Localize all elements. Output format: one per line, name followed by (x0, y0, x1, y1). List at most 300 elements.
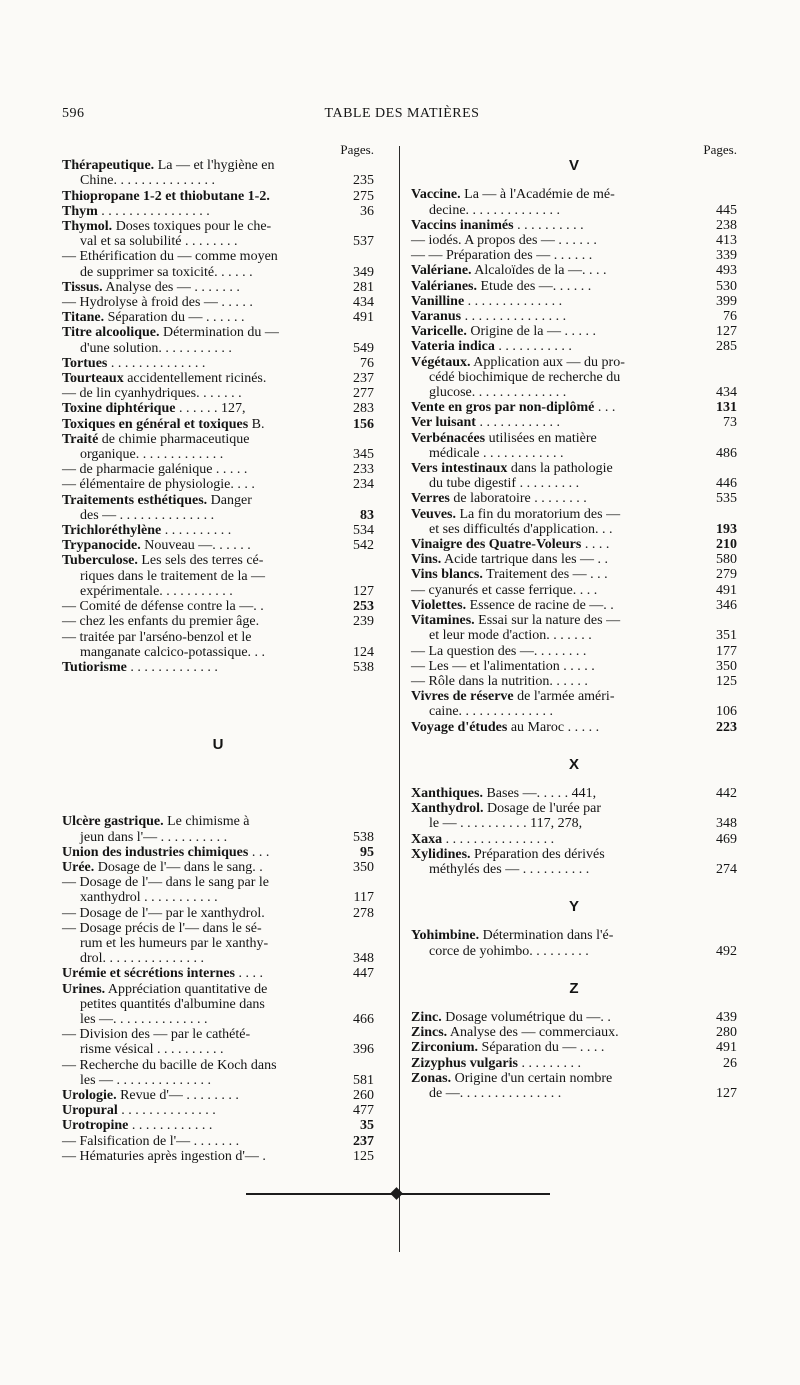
entry-term: Tissus. (62, 279, 103, 295)
index-entry (62, 1058, 374, 1088)
index-entry (62, 906, 374, 921)
column-divider (399, 146, 400, 1252)
entry-text: Analyse des — commerciaux. (449, 1025, 619, 1041)
page-reference: 253 (353, 599, 374, 615)
entry-term: Ver luisant (411, 415, 476, 431)
entry-term: Thiopropane 1-2 et thiobutane 1-2. (62, 188, 270, 204)
page-reference: 127 (353, 583, 374, 599)
entry-text: Dosage de l'— dans le sang. . (97, 859, 263, 875)
entry-term: Tortues (62, 355, 108, 371)
entry-text: Doses toxiques pour le che- (115, 219, 272, 235)
page-reference: 234 (353, 477, 374, 493)
entry-text: Analyse des — . . . . . . . (105, 279, 240, 295)
index-entry (411, 218, 737, 233)
page-reference: 530 (716, 278, 737, 294)
index-entry (411, 233, 737, 248)
entry-term: Trichloréthylène (62, 523, 162, 539)
entry-term: Vaccins inanimés (411, 217, 514, 233)
entry-term: Union des industries chimiques (62, 844, 249, 860)
section-letter-z: Z (569, 979, 579, 997)
entry-text: — Dosage de l'— par le xanthydrol. (62, 905, 265, 921)
entry-text: — iodés. A propos des — . . . . . . (411, 233, 597, 249)
entry-term: Verres (411, 491, 450, 507)
entry-term: Valériane. (411, 263, 472, 279)
entry-text: . . . . (238, 966, 263, 982)
index-entry (62, 386, 374, 401)
entry-text: . . . . . . . . . . . . (131, 1118, 213, 1134)
entry-text: Danger (210, 492, 252, 508)
entry-text: les —. . . . . . . . . . . . . . (80, 1011, 208, 1027)
entry-text: — Dosage de l'— dans le sang par le (62, 875, 270, 891)
entry-term: Tourteaux (62, 371, 124, 387)
entry-term: Vins. (411, 552, 442, 568)
page-reference: 538 (353, 659, 374, 675)
page-reference: 580 (716, 552, 737, 568)
page-header (62, 106, 742, 128)
page-reference: 127 (716, 324, 737, 340)
index-entry (62, 1103, 374, 1118)
entry-text: risme vésical . . . . . . . . . . (80, 1042, 224, 1058)
page-reference: 396 (353, 1042, 374, 1058)
entry-term: Thym (62, 203, 98, 219)
entry-text: Etude des —. . . . . . (480, 278, 592, 294)
page-number: 596 (62, 106, 85, 121)
entry-text: . . . . . . . . . . . . . . (467, 293, 563, 309)
page-reference: 235 (353, 173, 374, 189)
entry-term: Trypanocide. (62, 538, 141, 554)
entry-text: — Les — et l'alimentation . . . . . (411, 658, 595, 674)
index-column-left (62, 142, 374, 1164)
page-reference: 274 (716, 861, 737, 877)
entry-term: Xylidines. (411, 846, 471, 862)
entry-term: Titre alcoolique. (62, 325, 160, 341)
index-entry (62, 493, 374, 523)
page-reference: 466 (353, 1011, 374, 1027)
entry-text: de supprimer sa toxicité. . . . . . (80, 264, 253, 280)
page-reference: 26 (723, 1055, 737, 1071)
entry-text: . . . . . . . . . . . . . . . . (445, 831, 555, 847)
page-reference: 36 (360, 203, 374, 219)
page-reference: 210 (716, 537, 737, 553)
page-reference: 350 (353, 859, 374, 875)
entry-text: Bases —. . . . . 441, (486, 785, 597, 801)
entry-text: — Ethérification du — comme moyen (62, 249, 278, 265)
entry-text: — Rôle dans la nutrition. . . . . . (411, 673, 588, 689)
entry-text: des — . . . . . . . . . . . . . . (80, 507, 215, 523)
entry-text: . . . . . . . . . . (517, 217, 584, 233)
entry-term: Varicelle. (411, 324, 467, 340)
entry-term: Vivres de réserve (411, 689, 514, 705)
index-entry (411, 613, 737, 643)
index-entry (411, 598, 737, 613)
index-entry (62, 1027, 374, 1057)
entry-term: Verbénacées (411, 430, 486, 446)
index-entry (62, 417, 374, 432)
section-letter-u: U (212, 736, 224, 754)
page-reference: 534 (353, 523, 374, 539)
entry-text: utilisées en matière (488, 430, 597, 446)
page-reference: 535 (716, 491, 737, 507)
entry-text: . . . . . . . . . . . (498, 339, 572, 355)
entry-text: . . . . . . . . . (521, 1055, 581, 1071)
entry-text: Application aux — du pro- (473, 354, 625, 370)
index-entry (411, 720, 737, 735)
index-entry (62, 630, 374, 660)
entries-z (411, 1010, 737, 1101)
entry-text: La — à l'Académie de mé- (464, 187, 615, 203)
index-entry (62, 845, 374, 860)
entry-term: Thymol. (62, 219, 113, 235)
page-reference: 348 (353, 951, 374, 967)
entry-term: Vente en gros par non-diplômé (411, 400, 595, 416)
index-entry (411, 279, 737, 294)
index-entry (62, 204, 374, 219)
page-reference: 280 (716, 1025, 737, 1041)
page-reference: 346 (716, 597, 737, 613)
entry-text: Préparation des dérivés (474, 846, 605, 862)
page-reference: 285 (716, 339, 737, 355)
entry-text: val et sa solubilité . . . . . . . . (80, 234, 238, 250)
page-reference: 413 (716, 233, 737, 249)
entry-term: Toxiques en général et toxiques (62, 416, 249, 432)
entry-text: — Falsification de l'— . . . . . . . (62, 1133, 240, 1149)
entry-term: Zincs. (411, 1025, 448, 1041)
page-reference: 350 (716, 658, 737, 674)
entry-text: de chimie pharmaceutique (101, 431, 250, 447)
entry-text: Dosage de l'urée par (486, 801, 602, 817)
entry-text: rum et les humeurs par le xanthy- (80, 935, 269, 951)
page-reference: 95 (360, 844, 374, 860)
index-entry (411, 309, 737, 324)
page-reference: 442 (716, 785, 737, 801)
page-reference: 283 (353, 401, 374, 417)
entry-text: jeun dans l'— . . . . . . . . . . (80, 829, 228, 845)
page-reference: 76 (723, 309, 737, 325)
entry-text: — Dosage précis de l'— dans le sé- (62, 920, 262, 936)
entry-term: Xanthydrol. (411, 801, 484, 817)
page-reference: 156 (353, 416, 374, 432)
page-reference: 469 (716, 831, 737, 847)
entry-text: — Division des — par le cathété- (62, 1027, 251, 1043)
index-entry (411, 659, 737, 674)
entry-text: — chez les enfants du premier âge. (62, 614, 260, 630)
index-entry (411, 801, 737, 831)
entry-text: de l'armée améri- (517, 689, 615, 705)
entry-text: — de lin cyanhydriques. . . . . . . (62, 386, 242, 402)
entry-text: Alcaloïdes de la —. . . . (474, 263, 607, 279)
entry-text: La — et l'hygiène en (157, 158, 275, 174)
entry-text: Séparation du — . . . . (481, 1040, 605, 1056)
entry-text: Revue d'— . . . . . . . . (120, 1087, 239, 1103)
entry-text: Appréciation quantitative de (107, 981, 268, 997)
entry-text: La fin du moratorium des — (459, 506, 621, 522)
entry-text: . . . (251, 844, 270, 860)
page-reference: 281 (353, 279, 374, 295)
pages-label: Pages. (340, 142, 374, 157)
index-entry (62, 1088, 374, 1103)
index-entry (62, 189, 374, 204)
page-reference: 339 (716, 248, 737, 264)
entry-term: Veuves. (411, 506, 456, 522)
entry-term: Xanthiques. (411, 785, 483, 801)
section-letter-x: X (568, 755, 579, 773)
page-reference: 434 (716, 385, 737, 401)
entry-term: Vers intestinaux (411, 461, 508, 477)
entry-text: caine. . . . . . . . . . . . . . (429, 704, 554, 720)
page-reference: 35 (360, 1118, 374, 1134)
page-reference: 348 (716, 816, 737, 832)
entry-text: . . . . . . . . . . . . . . (110, 355, 206, 371)
index-entry (62, 356, 374, 371)
entry-text: . . . . . . . . . . . . . (130, 659, 218, 675)
index-entry (62, 921, 374, 967)
index-entry (411, 928, 737, 958)
entry-text: Détermination du — (162, 325, 279, 341)
index-entry (62, 1134, 374, 1149)
index-entry (62, 538, 374, 553)
entry-text: Origine d'un certain nombre (454, 1070, 613, 1086)
index-entry (411, 431, 737, 461)
index-entry (411, 248, 737, 263)
entry-text: Les sels des terres cé- (141, 553, 264, 569)
page-reference: 239 (353, 614, 374, 630)
page-reference: 278 (353, 905, 374, 921)
page-reference: 76 (360, 355, 374, 371)
page-reference: 125 (353, 1148, 374, 1164)
entry-text: — Hématuries après ingestion d'— . (62, 1148, 266, 1164)
entry-term: Vateria indica (411, 339, 495, 355)
page-reference: 73 (723, 415, 737, 431)
entry-text: . . . . . . . . . . (164, 523, 232, 539)
entry-term: Ulcère gastrique. (62, 814, 164, 830)
index-entry (62, 249, 374, 279)
entry-text: Origine de la — . . . . . (470, 324, 596, 340)
index-entry (62, 477, 374, 492)
page-reference: 277 (353, 386, 374, 402)
page-reference: 445 (716, 202, 737, 218)
entry-term: Urée. (62, 859, 95, 875)
entry-term: Vins blancs. (411, 567, 483, 583)
pages-label: Pages. (703, 142, 737, 157)
entry-term: Tutiorisme (62, 659, 127, 675)
page-reference: 238 (716, 217, 737, 233)
entry-text: B. (251, 416, 265, 432)
index-entry (62, 371, 374, 386)
entry-text: — de pharmacie galénique . . . . . (62, 462, 248, 478)
entry-text: . . . . . . . . . . . . . . (121, 1103, 216, 1119)
index-entry (411, 1071, 737, 1101)
index-entry (411, 674, 737, 689)
index-entry (411, 400, 737, 415)
page-reference: 193 (716, 521, 737, 537)
page-reference: 223 (716, 719, 737, 735)
entry-term: Vanilline (411, 293, 465, 309)
entry-term: Uropural (62, 1103, 118, 1119)
index-entry (411, 1056, 737, 1071)
entry-text: glucose. . . . . . . . . . . . . . (429, 385, 567, 401)
entry-term: Vaccine. (411, 187, 461, 203)
page-reference: 549 (353, 340, 374, 356)
page-reference: 538 (353, 829, 374, 845)
index-entry (62, 462, 374, 477)
running-title: TABLE DES MATIÈRES (324, 106, 480, 121)
index-entry (62, 523, 374, 538)
entry-text: les — . . . . . . . . . . . . . . (80, 1072, 212, 1088)
index-entry (62, 599, 374, 614)
page-reference: 117 (353, 890, 374, 906)
entry-text: Traitement des — . . . (486, 567, 608, 583)
entry-term: Urémie et sécrétions internes (62, 966, 235, 982)
entry-text: petites quantités d'albumine dans (80, 996, 265, 1012)
entry-text: . . . . . . 127, (178, 401, 246, 417)
entry-text: d'une solution. . . . . . . . . . . (80, 340, 232, 356)
index-entry (411, 537, 737, 552)
index-entry (62, 860, 374, 875)
entry-text: Dosage volumétrique du —. . (445, 1009, 611, 1025)
index-entry (62, 325, 374, 355)
page-reference: 581 (353, 1072, 374, 1088)
entry-text: au Maroc . . . . . (510, 719, 600, 735)
index-entry (62, 219, 374, 249)
page-reference: 260 (353, 1087, 374, 1103)
entries-u (62, 814, 374, 1164)
index-entry (411, 187, 737, 217)
entry-text: du tube digestif . . . . . . . . . (429, 476, 580, 492)
index-entry (62, 982, 374, 1028)
entry-term: Urologie. (62, 1087, 117, 1103)
page-reference: 434 (353, 295, 374, 311)
index-entry (411, 461, 737, 491)
entry-text: — traitée par l'arséno-benzol et le (62, 629, 252, 645)
entry-text: corce de yohimbo. . . . . . . . . (429, 943, 589, 959)
entry-text: Acide tartrique dans les — . . (443, 552, 609, 568)
entry-text: . . . . . . . . . . . . . . . . (101, 203, 210, 219)
entry-text: Nouveau —. . . . . . (144, 538, 251, 554)
entry-term: Thérapeutique. (62, 158, 155, 174)
page-reference: 233 (353, 462, 374, 478)
page-reference: 493 (716, 263, 737, 279)
index-entry (62, 432, 374, 462)
entry-text: et ses difficultés d'application. . . (429, 521, 613, 537)
entry-term: Végétaux. (411, 354, 471, 370)
entries-x (411, 786, 737, 877)
page-reference: 131 (716, 400, 737, 416)
entry-term: Yohimbine. (411, 928, 480, 944)
section-letter-v: V (568, 157, 579, 175)
page-reference: 491 (716, 1040, 737, 1056)
entry-text: decine. . . . . . . . . . . . . . (429, 202, 561, 218)
entry-text: — Hydrolyse à froid des — . . . . . (62, 295, 253, 311)
entries-y (411, 928, 737, 958)
diamond-ornament-icon (390, 1187, 403, 1200)
page-reference: 439 (716, 1009, 737, 1025)
entry-term: Traitements esthétiques. (62, 492, 208, 508)
entry-text: — La question des —. . . . . . . . (411, 643, 587, 659)
index-entry (62, 966, 374, 981)
page-reference: 124 (353, 644, 374, 660)
section-letter-y: Y (568, 898, 579, 916)
index-entry (411, 263, 737, 278)
page-reference: 177 (716, 643, 737, 659)
entry-text: — cyanurés et casse ferrique. . . . (411, 582, 598, 598)
index-entry (411, 507, 737, 537)
entry-text: — Recherche du bacille de Koch dans (62, 1057, 277, 1073)
index-entry (411, 644, 737, 659)
entry-text: riques dans le traitement de la — (80, 568, 266, 584)
entry-text: . . . . . . . . . . . . (479, 415, 560, 431)
entry-term: Voyage d'études (411, 719, 508, 735)
entry-text: dans la pathologie (510, 461, 613, 477)
page-reference: 237 (353, 1133, 374, 1149)
index-entry (411, 847, 737, 877)
entry-text: cédé biochimique de recherche du (429, 369, 621, 385)
page-reference: 447 (353, 966, 374, 982)
page-reference: 106 (716, 704, 737, 720)
entry-text: et leur mode d'action. . . . . . . (429, 628, 592, 644)
entry-term: Vinaigre des Quatre-Voleurs (411, 537, 582, 553)
page-reference: 537 (353, 234, 374, 250)
entry-text: drol. . . . . . . . . . . . . . . (80, 951, 205, 967)
entry-term: Zirconium. (411, 1040, 479, 1056)
index-entry (411, 1010, 737, 1025)
page-reference: 345 (353, 447, 374, 463)
entry-term: Toxine diphtérique (62, 401, 176, 417)
entry-text: le — . . . . . . . . . . 117, 278, (429, 816, 583, 832)
entry-text: — Comité de défense contre la —. . (62, 599, 264, 615)
entry-text: manganate calcico-potassique. . . (80, 644, 266, 660)
index-entry (411, 689, 737, 719)
entry-text: accidentellement ricinés. (127, 371, 267, 387)
index-entry (62, 553, 374, 599)
index-entry (62, 295, 374, 310)
page-reference: 491 (716, 582, 737, 598)
index-entry (411, 832, 737, 847)
entry-text: organique. . . . . . . . . . . . . (80, 447, 224, 463)
entry-term: Vitamines. (411, 613, 475, 629)
index-entry (411, 567, 737, 582)
entry-term: Tuberculose. (62, 553, 138, 569)
index-entry (411, 552, 737, 567)
index-entry (62, 875, 374, 905)
page-reference: 125 (716, 673, 737, 689)
entries-v (411, 187, 737, 734)
page-reference: 83 (360, 507, 374, 523)
index-entry (62, 280, 374, 295)
index-entry (62, 1118, 374, 1133)
page-reference: 237 (353, 371, 374, 387)
index-entry (62, 310, 374, 325)
index-entry (411, 355, 737, 401)
index-column-right (411, 142, 737, 1101)
page-reference: 477 (353, 1103, 374, 1119)
page-reference: 486 (716, 445, 737, 461)
entry-text: . . . (597, 400, 616, 416)
index-entry (62, 1149, 374, 1164)
entry-text: Essence de racine de —. . (469, 597, 614, 613)
index-entry (62, 614, 374, 629)
entry-text: xanthydrol . . . . . . . . . . . (80, 890, 218, 906)
entry-term: Zinc. (411, 1009, 442, 1025)
index-entry (411, 324, 737, 339)
page-reference: 275 (353, 188, 374, 204)
entries-t (62, 158, 374, 675)
entry-text: . . . . (584, 537, 610, 553)
page-reference: 351 (716, 628, 737, 644)
entry-term: Valérianes. (411, 278, 477, 294)
entry-text: Séparation du — . . . . . . (107, 310, 245, 326)
page-reference: 127 (716, 1085, 737, 1101)
entry-term: Titane. (62, 310, 105, 326)
